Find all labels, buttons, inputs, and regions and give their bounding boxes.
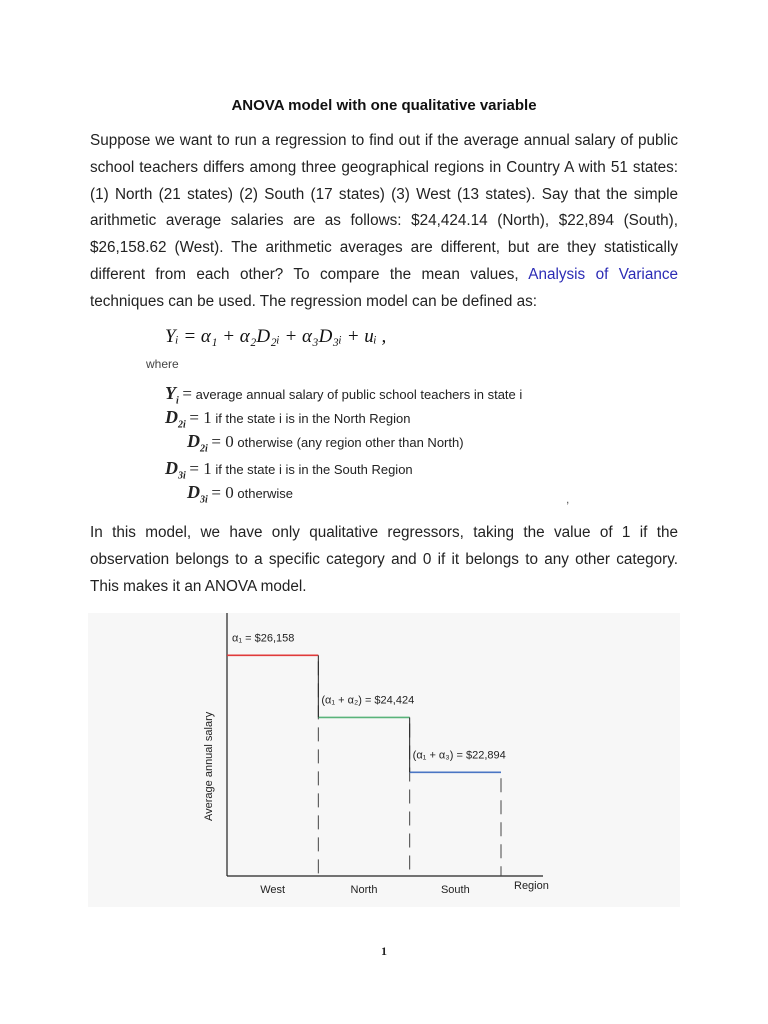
regression-equation: Yᵢ = α₁ + α₂D₂ᵢ + α₃D₃ᵢ + uᵢ , [165, 326, 387, 347]
x-tick-label: West [260, 884, 286, 896]
def-symbol: D [187, 431, 200, 451]
def-symbol: Y [165, 383, 176, 403]
intro-paragraph [90, 128, 678, 316]
intro-text-end: techniques can be used. The regression model can be defined as: [90, 292, 538, 310]
value-annotation: (α₁ + α₂) = $24,424 [321, 694, 415, 707]
def-equals: = 1 [189, 459, 212, 478]
def-subscript: 2i [178, 419, 186, 431]
def-subscript: 2i [200, 443, 208, 455]
def-subscript: 3i [200, 494, 208, 506]
definition-d2-zero [187, 431, 464, 455]
def-text: otherwise (any region other than North) [237, 435, 464, 450]
y-axis-label: Average annual salary [203, 711, 215, 821]
def-text: average annual salary of public school teachers in state i [195, 387, 523, 402]
def-symbol: D [187, 482, 200, 502]
def-text: otherwise [237, 486, 294, 501]
page-number: 1 [381, 944, 387, 958]
intro-text: Suppose we want to run a regression to find out if the average annual salary of public school teachers differs among three geographical regions in Country A with 51 states: (1) North (21 states) (2) South (17 states) (3) West (13 states). Say that the simple arithmetic average salaries are as follows: $24,424.14 (North), $22,894 (South), $26,158.62 (West). The arithmetic averages are different, but are they statistically different from each other? To compare the mean values, [90, 132, 678, 283]
def-equals: = 0 [211, 432, 234, 451]
definition-d3-zero [187, 482, 293, 506]
value-annotation: α₁ = $26,158 [232, 632, 295, 645]
x-axis-label: Region [514, 880, 549, 892]
analysis-of-variance-link[interactable]: Analysis of Variance [528, 265, 678, 283]
def-equals: = [182, 384, 192, 403]
def-equals: = 0 [211, 483, 234, 502]
stray-mark: , [566, 492, 570, 506]
def-equals: = 1 [189, 408, 212, 427]
definition-y [165, 383, 522, 407]
definition-d2-one [165, 407, 410, 431]
chart-svg [88, 613, 680, 907]
where-label: where [146, 357, 179, 371]
def-text: if the state i is in the North Region [215, 411, 411, 426]
x-tick-label: South [440, 884, 470, 896]
def-text: if the state i is in the South Region [215, 462, 413, 477]
salary-step-chart [88, 613, 680, 907]
value-annotation: (α₁ + α₃) = $22,894 [412, 749, 506, 762]
x-tick-label: North [350, 884, 378, 896]
page-title: ANOVA model with one qualitative variable [231, 97, 537, 114]
def-symbol: D [165, 458, 178, 478]
definition-d3-one [165, 458, 413, 482]
def-subscript: 3i [178, 470, 186, 482]
model-paragraph: In this model, we have only qualitative regressors, taking the value of 1 if the observation belongs to a specific category and 0 if it belongs to any other category. This makes it an ANOVA model. [90, 524, 678, 595]
def-symbol: D [165, 407, 178, 427]
def-subscript: i [176, 395, 179, 407]
